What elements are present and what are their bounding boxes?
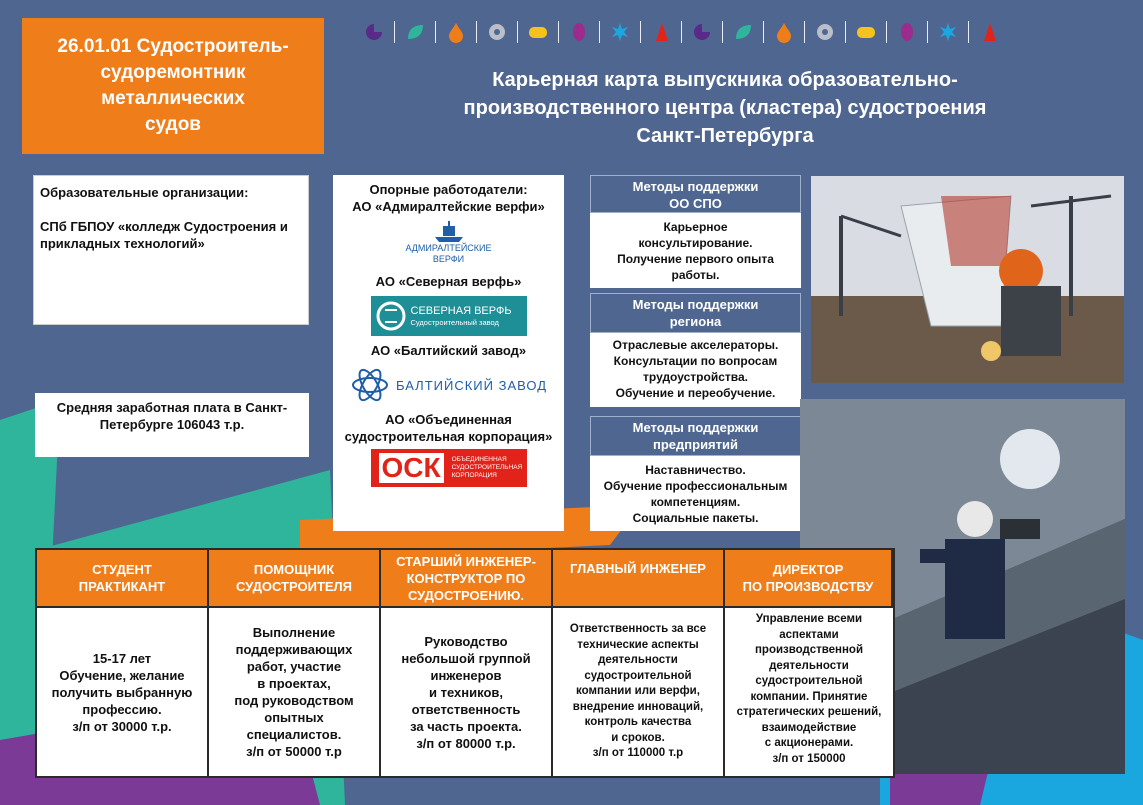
employer-name: АО «Северная верфь» xyxy=(375,274,522,289)
career-step-title xyxy=(381,550,553,608)
career-step-body xyxy=(725,608,893,776)
specialty-title-text: 26.01.01 Судостроитель- судоремонтник металлических судов xyxy=(57,36,289,135)
career-step-body xyxy=(37,608,209,776)
career-step-body xyxy=(209,608,381,776)
admiralty-logo xyxy=(399,221,499,271)
career-step-body xyxy=(553,608,725,776)
divider xyxy=(845,21,846,43)
osk-logo xyxy=(371,449,527,487)
divider xyxy=(763,21,764,43)
page-title xyxy=(380,66,1070,150)
divider xyxy=(640,21,641,43)
career-title-text: СТУДЕНТ ПРАКТИКАНТ xyxy=(78,562,166,594)
employers-heading: Опорные работодатели: xyxy=(369,182,528,197)
salary-text: Средняя заработная плата в Санкт-Петербурге 106043 т.р. xyxy=(56,400,288,432)
divider xyxy=(927,21,928,43)
career-step-body xyxy=(381,608,553,776)
employers-card xyxy=(333,175,564,531)
baltic-logo xyxy=(349,365,549,405)
decor-icon-strip xyxy=(360,16,1130,48)
employer-name: АО «Адмиралтейские верфи» xyxy=(352,199,545,214)
ship-icon xyxy=(399,221,499,243)
career-title-text: ГЛАВНЫЙ ИНЖЕНЕР xyxy=(570,561,706,576)
method-heading-text: Методы поддержки ОО СПО xyxy=(632,179,759,211)
career-body-text: Выполнение поддерживающих работ, участие в проектах, под руководством опытных специалистов. з/п от 50000 т.р xyxy=(234,625,354,759)
atom-icon xyxy=(350,366,390,404)
sv-logo-mark xyxy=(371,298,411,334)
bead-icon xyxy=(893,18,921,46)
method-heading xyxy=(590,293,801,333)
divider xyxy=(517,21,518,43)
career-step-title xyxy=(209,550,381,608)
support-methods-spo xyxy=(590,175,801,288)
blob-icon xyxy=(852,18,880,46)
severnaya-logo xyxy=(371,296,527,336)
salary-card xyxy=(35,393,309,457)
triangle-icon xyxy=(647,18,675,46)
method-body-text: Карьерное консультирование. Получение первого опыта работы. xyxy=(617,220,774,282)
career-step-title xyxy=(725,550,893,608)
drop-icon xyxy=(442,18,470,46)
career-table xyxy=(35,548,895,778)
method-heading xyxy=(590,416,801,456)
method-heading-text: Методы поддержки предприятий xyxy=(632,420,759,452)
specialty-title xyxy=(22,18,324,154)
leaf-icon xyxy=(401,18,429,46)
education-text: СПб ГБПОУ «колледж Судостроения и прикладных технологий» xyxy=(40,219,288,251)
osk-logo-text: ОБЪЕДИНЕННАЯ СУДОСТРОИТЕЛЬНАЯ КОРПОРАЦИЯ xyxy=(451,456,523,479)
divider xyxy=(558,21,559,43)
flower-icon xyxy=(606,18,634,46)
osk-logo-mark: ОСК xyxy=(379,453,444,483)
method-body xyxy=(590,456,801,531)
leaf-icon xyxy=(729,18,757,46)
divider xyxy=(722,21,723,43)
severnaya-logo-title: СЕВЕРНАЯ ВЕРФЬ xyxy=(410,304,512,317)
drop-icon xyxy=(770,18,798,46)
employer-name: АО «Объединенная судостроительная корпорация» xyxy=(344,412,553,444)
divider xyxy=(599,21,600,43)
career-body-text: Ответственность за все технические аспекты деятельности судостроительной компании или верфи, внедрение инноваций, контроль качества и сроков. з/п от 110000 т.р xyxy=(569,623,707,760)
method-body-text: Наставничество. Обучение профессиональным компетенциям. Социальные пакеты. xyxy=(603,463,788,525)
blob-icon xyxy=(524,18,552,46)
employer-name: АО «Балтийский завод» xyxy=(370,343,527,358)
divider xyxy=(394,21,395,43)
shipyard-photo xyxy=(811,176,1124,383)
triangle-icon xyxy=(975,18,1003,46)
swirl-icon xyxy=(360,18,388,46)
career-body-text: Руководство небольшой группой инженеров и техников, ответственность за часть проекта. з/п от 80000 т.р. xyxy=(401,633,531,751)
gear-icon xyxy=(483,18,511,46)
divider xyxy=(968,21,969,43)
career-step-title xyxy=(553,550,725,608)
method-heading-text: Методы поддержки региона xyxy=(632,297,759,329)
method-body xyxy=(590,213,801,288)
divider xyxy=(804,21,805,43)
support-methods-region xyxy=(590,293,801,407)
support-methods-enterprise xyxy=(590,416,801,531)
career-title-text: ДИРЕКТОР ПО ПРОИЗВОДСТВУ xyxy=(742,562,874,594)
divider xyxy=(476,21,477,43)
divider xyxy=(886,21,887,43)
method-heading xyxy=(590,175,801,213)
admiralty-logo-text: АДМИРАЛТЕЙСКИЕ ВЕРФИ xyxy=(405,243,492,264)
bead-icon xyxy=(565,18,593,46)
career-title-text: ПОМОЩНИК СУДОСТРОИТЕЛЯ xyxy=(235,562,353,594)
education-heading: Образовательные организации: xyxy=(40,185,249,200)
gear-icon xyxy=(811,18,839,46)
method-body xyxy=(590,333,801,407)
page-title-text: Карьерная карта выпускника образовательно- производственного центра (кластера) судостроения Санкт-Петербурга xyxy=(463,69,987,147)
education-card xyxy=(33,175,309,325)
career-body-text: Управление всеми аспектами производственной деятельности судостроительной компании. Принятие стратегических решений, взаимодействие с акционерами. з/п от 150000 xyxy=(736,613,882,765)
baltic-logo-text: БАЛТИЙСКИЙ ЗАВОД xyxy=(395,377,547,393)
career-body-text: 15-17 лет Обучение, желание получить выбранную профессию. з/п от 30000 т.р. xyxy=(51,650,193,734)
career-step-title xyxy=(37,550,209,608)
career-title-text: СТАРШИЙ ИНЖЕНЕР- КОНСТРУКТОР ПО СУДОСТРОЕНИЮ. xyxy=(396,553,536,603)
swirl-icon xyxy=(688,18,716,46)
severnaya-logo-sub: Судостроительный завод xyxy=(410,317,499,327)
method-body-text: Отраслевые акселераторы. Консультации по вопросам трудоустройства. Обучение и переобучение. xyxy=(612,338,779,400)
flower-icon xyxy=(934,18,962,46)
divider xyxy=(435,21,436,43)
divider xyxy=(681,21,682,43)
